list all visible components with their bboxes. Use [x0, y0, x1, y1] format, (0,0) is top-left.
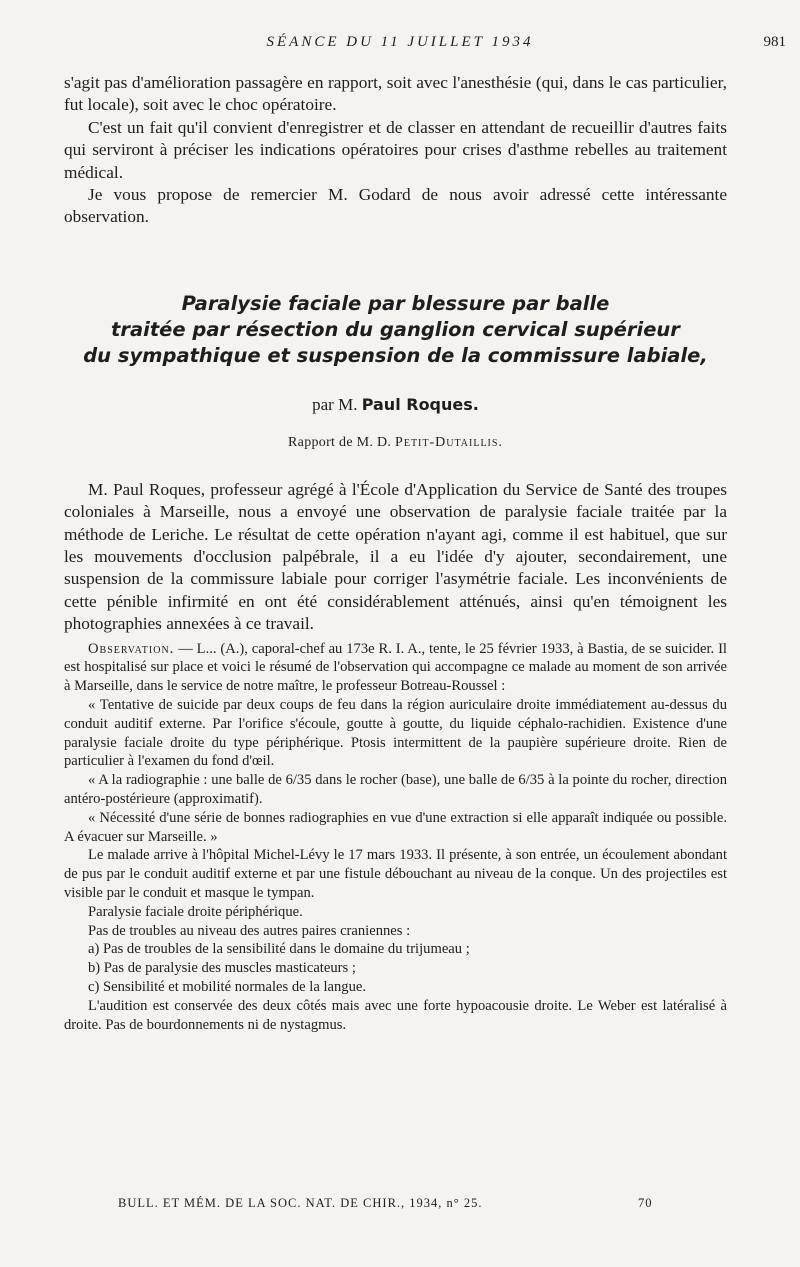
report-prefix: Rapport de M. D. [288, 434, 392, 450]
page-footer [0, 1196, 800, 1216]
running-header [0, 34, 800, 58]
intro-paragraph-1: s'agit pas d'amélioration passagère en rapport, soit avec l'anesthésie (qui, dans le cas particulier, fut locale), soit avec le choc opératoire. [64, 73, 727, 115]
list-item-a: a) Pas de troubles de la sensibilité dans le domaine du trijumeau ; [88, 941, 470, 958]
quote-paragraph-1: « Tentative de suicide par deux coups de feu dans la région auriculaire droite immédiatement au-dessus du conduit auditif externe. Par l'orifice s'écoule, goutte à goutte, du liquide céphalo-rachidien. Existence d'une paralysie faciale droite du type périphérique. Ptosis intermittent de la paupière supérieure droite. Rien de particulier à l'examen du fond d'œil. [64, 697, 727, 770]
author-prefix: par M. [312, 394, 358, 414]
audition-paragraph: L'audition est conservée des deux côtés mais avec une forte hypoacousie droite. Le Weber est latéralisé à droite. Pas de bourdonnements ni de nystagmus. [64, 997, 727, 1033]
footer-citation: BULL. ET MÉM. DE LA SOC. NAT. DE CHIR., 1934, n° 25. [118, 1196, 483, 1210]
quote-paragraph-2: « A la radiographie : une balle de 6/35 dans le rocher (base), une balle de 6/35 à la pointe du rocher, direction antéro-postérieure (approximatif). [64, 772, 727, 808]
article-title [64, 291, 727, 369]
footer-sheet-number: 70 [638, 1196, 653, 1210]
author-name: Paul Roques. [361, 394, 479, 414]
observation-label: Observation. [88, 640, 175, 657]
observation-intro [64, 640, 727, 696]
paralysis-line: Paralysie faciale droite périphérique. [88, 903, 303, 920]
article-title-line-1: Paralysie faciale par blessure par balle [181, 291, 610, 315]
report-line [64, 435, 727, 451]
arrival-paragraph: Le malade arrive à l'hôpital Michel-Lévy le 17 mars 1933. Il présente, à son entrée, un écoulement abondant de pus par le conduit auditif externe et par une fistule débouchant au niveau de la conque. Un des projectiles est visible par le conduit et masque le tympan. [64, 847, 727, 902]
page-body [64, 72, 727, 1034]
cranial-nerves-line: Pas de troubles au niveau des autres paires craniennes : [88, 922, 411, 939]
running-title: SÉANCE DU 11 JUILLET 1934 [266, 34, 534, 50]
quote-paragraph-3: « Nécessité d'une série de bonnes radiographies en vue d'une extraction si elle apparaît indiquée ou possible. A évacuer sur Marseille. » [64, 809, 727, 845]
list-item-b: b) Pas de paralysie des muscles masticateurs ; [88, 960, 356, 977]
intro-paragraph-2: C'est un fait qu'il convient d'enregistrer et de classer en attendant de recueillir d'autres faits qui serviront à préciser les indications opératoires pour crises d'asthme rebelles au traitement médical. [64, 117, 727, 182]
list-item-c: c) Sensibilité et mobilité normales de la langue. [88, 979, 367, 996]
summary-paragraph: M. Paul Roques, professeur agrégé à l'École d'Application du Service de Santé des troupes coloniales à Marseille, nous a envoyé une observation de paralysie faciale traitée par la méthode de Leriche. Le résultat de cette opération n'ayant agi, comme il est habituel, que sur les mouvements d'occlusion palpébrale, il a eu l'idée d'y ajouter, secondairement, une suspension de la commissure labiale pour corriger l'asymétrie faciale. Les inconvénients de cette pénible infirmité en ont été considérablement atténués, ainsi qu'en témoignent les photographies annexées à ce travail. [64, 479, 727, 634]
article-title-line-3: du sympathique et suspension de la commissure labiale, [83, 343, 708, 367]
page-number: 981 [763, 34, 786, 50]
intro-paragraph-3: Je vous propose de remercier M. Godard de nous avoir adressé cette intéressante observation. [64, 185, 727, 227]
article-author [64, 395, 727, 415]
reporter-name: Petit-Dutaillis. [395, 434, 503, 450]
observation-intro-text: — L... (A.), caporal-chef au 173e R. I. A., tente, le 25 février 1933, à Bastia, de se suicider. Il est hospitalisé sur place et voici le résumé de l'observation qui accompagne ce malade au moment de son arrivée à Marseille, dans le service de notre maître, le professeur Botreau-Roussel : [64, 640, 727, 695]
article-title-line-2: traitée par résection du ganglion cervical supérieur [111, 317, 680, 341]
